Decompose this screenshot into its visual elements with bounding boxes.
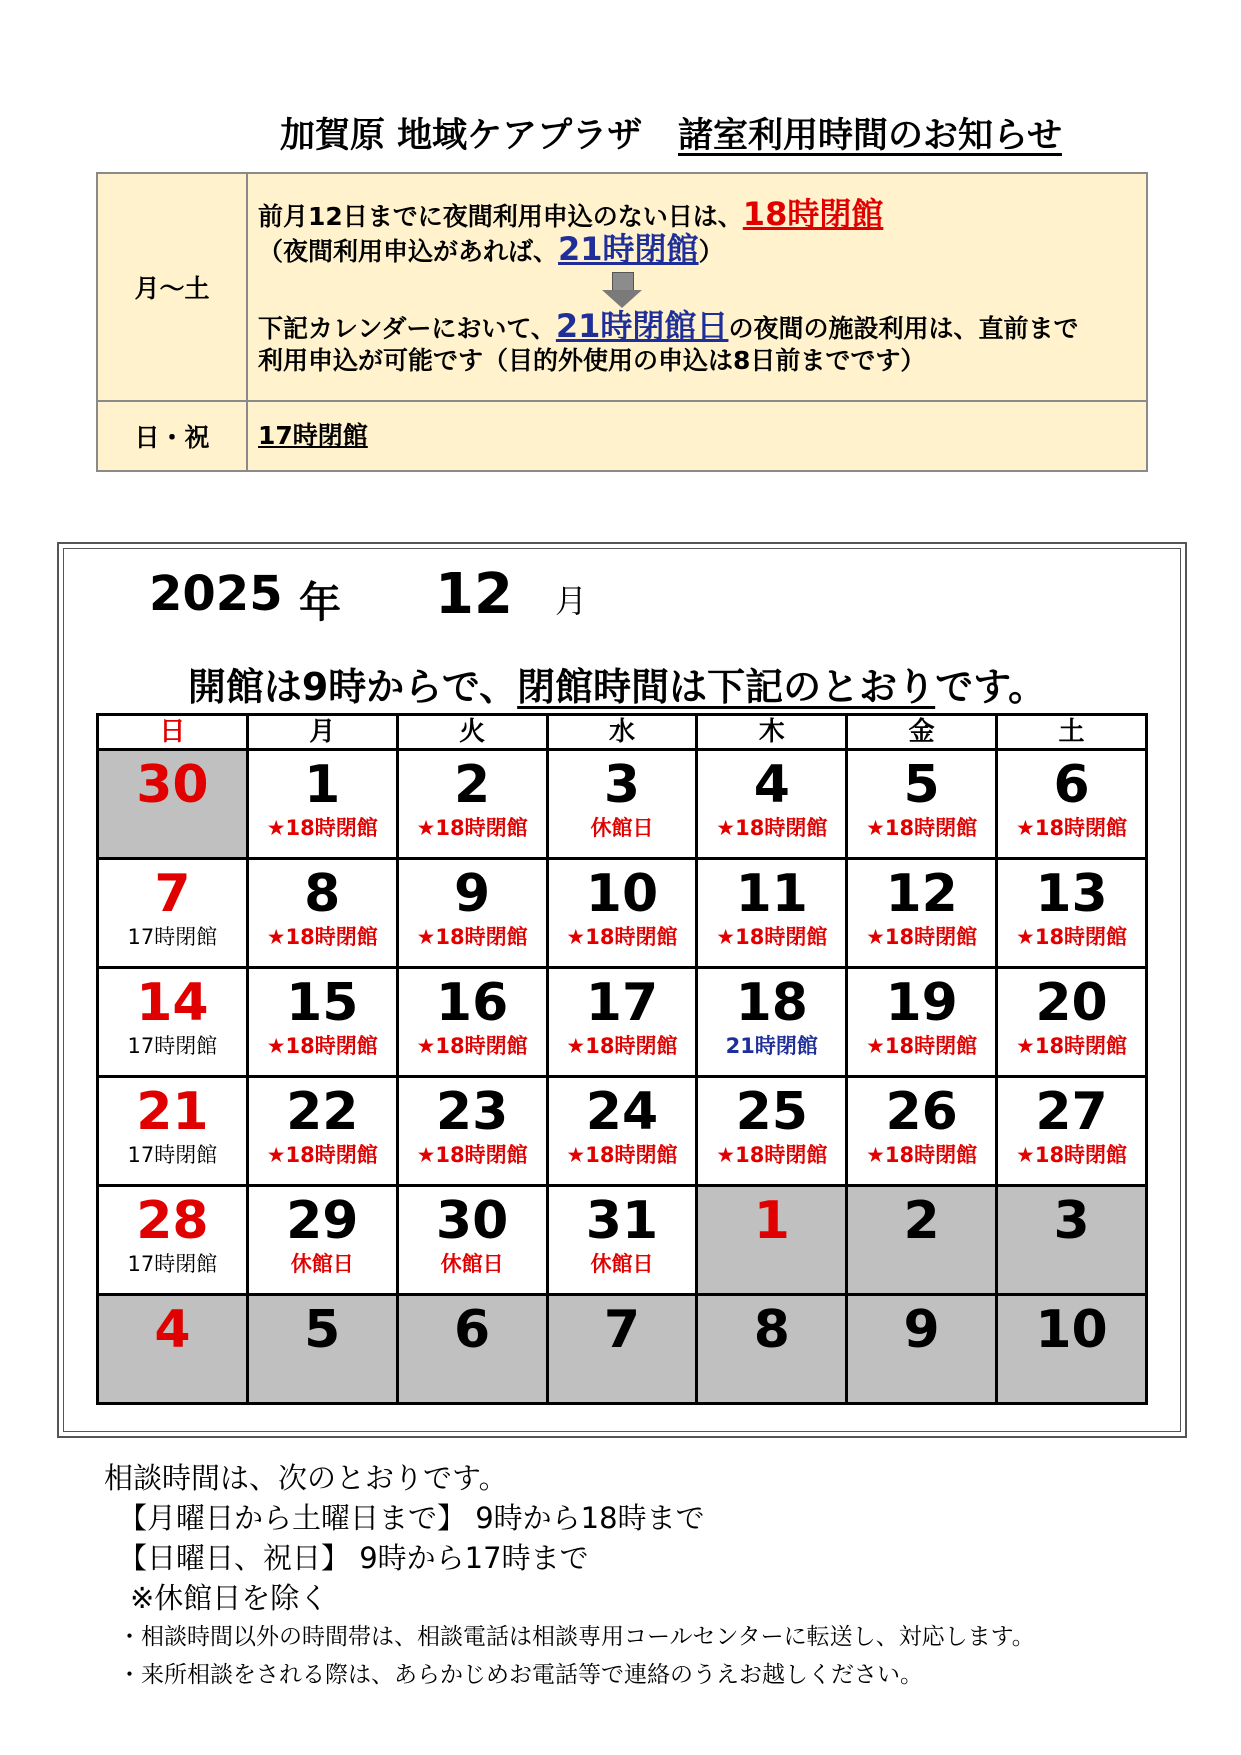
holiday-rule: 17時閉館 bbox=[247, 401, 1147, 471]
day-closing-note: ★18時閉館 bbox=[266, 925, 378, 949]
day-closing-note: ★18時閉館 bbox=[866, 925, 978, 949]
day-closing-note: ★18時閉館 bbox=[566, 1034, 678, 1058]
calendar-day-cell bbox=[697, 968, 847, 1077]
weekday-header: 月 bbox=[247, 715, 397, 750]
day-number: 31 bbox=[585, 1191, 659, 1251]
day-number: 9 bbox=[903, 1300, 940, 1360]
rule-line-4: 利用申込が可能です（目的外使用の申込は8日前までです） bbox=[258, 345, 926, 375]
facility-name: 加賀原 地域ケアプラザ bbox=[280, 116, 643, 156]
calendar-week-row bbox=[98, 859, 1147, 968]
day-number: 3 bbox=[603, 755, 641, 815]
day-number: 7 bbox=[154, 864, 191, 924]
day-number: 19 bbox=[885, 973, 958, 1033]
day-number: 24 bbox=[585, 1082, 659, 1142]
day-closing-note: ★18時閉館 bbox=[716, 925, 828, 949]
day-number: 21 bbox=[136, 1082, 209, 1142]
calendar-day-cell bbox=[247, 968, 397, 1077]
day-closing-note: ★18時閉館 bbox=[1016, 925, 1128, 949]
consult-intro: 相談時間は、次のとおりです。 bbox=[104, 1461, 508, 1495]
day-closing-note: ★18時閉館 bbox=[1016, 1143, 1128, 1167]
day-number: 29 bbox=[286, 1191, 359, 1251]
calendar-day-cell bbox=[697, 1186, 847, 1295]
day-closing-note: 休館日 bbox=[440, 1252, 504, 1276]
day-number: 20 bbox=[1035, 973, 1108, 1033]
calendar-day-cell bbox=[697, 1077, 847, 1186]
calendar-day-cell bbox=[247, 859, 397, 968]
notice-subject: 諸室利用時間のお知らせ bbox=[678, 116, 1062, 156]
calendar-day-cell bbox=[997, 1077, 1147, 1186]
day-number: 5 bbox=[304, 1300, 341, 1360]
calendar-day-cell bbox=[847, 1295, 997, 1404]
weekday-header: 木 bbox=[697, 715, 847, 750]
day-number: 16 bbox=[435, 973, 509, 1033]
day-number: 18 bbox=[735, 973, 808, 1033]
day-number: 23 bbox=[435, 1082, 509, 1142]
weekday-header: 水 bbox=[547, 715, 697, 750]
day-number: 11 bbox=[735, 864, 808, 924]
day-number: 13 bbox=[1035, 864, 1108, 924]
rule-line-1: 前月12日までに夜間利用申込のない日は、18時閉館 bbox=[258, 194, 884, 233]
day-closing-note: 休館日 bbox=[590, 1252, 654, 1276]
day-closing-note: 21時閉館 bbox=[725, 1034, 818, 1058]
rule-line-3: 下記カレンダーにおいて、21時閉館日の夜間の施設利用は、直前まで bbox=[258, 306, 1079, 345]
day-closing-note: 休館日 bbox=[590, 816, 654, 840]
day-number: 1 bbox=[753, 1191, 790, 1251]
day-number: 9 bbox=[454, 864, 491, 924]
arrow-down-icon bbox=[602, 272, 642, 308]
day-number: 8 bbox=[304, 864, 341, 924]
day-number: 25 bbox=[735, 1082, 808, 1142]
calendar-week-row bbox=[98, 1295, 1147, 1404]
calendar-week-row bbox=[98, 750, 1147, 859]
calendar-table bbox=[96, 713, 1148, 1405]
day-closing-note: ★18時閉館 bbox=[266, 1034, 378, 1058]
day-closing-note: 17時閉館 bbox=[127, 1143, 218, 1167]
calendar-day-cell bbox=[697, 859, 847, 968]
day-number: 6 bbox=[454, 1300, 491, 1360]
calendar-day-cell bbox=[247, 1186, 397, 1295]
calendar-week-row bbox=[98, 1077, 1147, 1186]
calendar-day-cell bbox=[247, 1077, 397, 1186]
day-closing-note: ★18時閉館 bbox=[416, 925, 528, 949]
calendar-day-cell bbox=[397, 750, 547, 859]
calendar-day-cell bbox=[997, 750, 1147, 859]
calendar-day-cell bbox=[547, 750, 697, 859]
closing-21-day-label: 21時閉館日 bbox=[555, 306, 729, 345]
day-closing-note: ★18時閉館 bbox=[266, 816, 378, 840]
calendar-day-cell bbox=[997, 968, 1147, 1077]
day-closing-note: ★18時閉館 bbox=[1016, 816, 1128, 840]
calendar-day-cell bbox=[98, 750, 248, 859]
calendar-day-cell bbox=[997, 859, 1147, 968]
day-number: 30 bbox=[435, 1191, 509, 1251]
day-closing-note: ★18時閉館 bbox=[866, 1034, 978, 1058]
month-label: 月 bbox=[555, 582, 588, 620]
consult-note-2: ・来所相談をされる際は、あらかじめお電話等で連絡のうえお越しください。 bbox=[118, 1662, 923, 1688]
consult-exclusion: ※休館日を除く bbox=[130, 1581, 329, 1615]
day-closing-note: ★18時閉館 bbox=[866, 816, 978, 840]
day-closing-note: ★18時閉館 bbox=[416, 1143, 528, 1167]
rule-line-2: （夜間利用申込があれば、21時閉館） bbox=[258, 229, 724, 268]
consultation-hours bbox=[104, 1458, 1035, 1694]
day-number: 6 bbox=[1053, 755, 1090, 815]
day-number: 14 bbox=[136, 973, 209, 1033]
day-closing-note: ★18時閉館 bbox=[266, 1143, 378, 1167]
day-number: 5 bbox=[903, 755, 940, 815]
calendar-day-cell bbox=[247, 750, 397, 859]
day-closing-note: 17時閉館 bbox=[127, 1252, 218, 1276]
calendar-day-cell bbox=[98, 859, 248, 968]
hours-info-table bbox=[96, 172, 1148, 472]
day-number: 8 bbox=[753, 1300, 790, 1360]
holiday-label: 日・祝 bbox=[97, 401, 247, 471]
calendar-day-cell bbox=[697, 1295, 847, 1404]
day-closing-note: 休館日 bbox=[290, 1252, 354, 1276]
consult-note-1: ・相談時間以外の時間帯は、相談電話は相談専用コールセンターに転送し、対応します。 bbox=[118, 1624, 1035, 1650]
day-number: 10 bbox=[585, 864, 659, 924]
day-closing-note: ★18時閉館 bbox=[566, 1143, 678, 1167]
day-number: 12 bbox=[885, 864, 958, 924]
calendar-day-cell bbox=[397, 1295, 547, 1404]
day-closing-note: 17時閉館 bbox=[127, 1034, 218, 1058]
weekday-label: 月～土 bbox=[97, 173, 247, 401]
calendar-day-cell bbox=[98, 1077, 248, 1186]
calendar-day-cell bbox=[847, 750, 997, 859]
calendar-day-cell bbox=[547, 1186, 697, 1295]
calendar-day-cell bbox=[247, 1295, 397, 1404]
day-number: 4 bbox=[154, 1300, 191, 1360]
weekday-header: 土 bbox=[997, 715, 1147, 750]
calendar-day-cell bbox=[847, 1077, 997, 1186]
consult-weekday-hours: 【月曜日から土曜日まで】 9時から18時まで bbox=[118, 1501, 705, 1535]
calendar-week-row bbox=[98, 968, 1147, 1077]
day-number: 22 bbox=[286, 1082, 359, 1142]
day-closing-note: ★18時閉館 bbox=[866, 1143, 978, 1167]
day-closing-note: ★18時閉館 bbox=[566, 925, 678, 949]
year-label: 年 bbox=[299, 578, 342, 627]
day-number: 26 bbox=[885, 1082, 958, 1142]
day-number: 2 bbox=[903, 1191, 940, 1251]
calendar-day-cell bbox=[547, 1077, 697, 1186]
weekday-header: 日 bbox=[98, 715, 248, 750]
day-number: 4 bbox=[753, 755, 790, 815]
calendar-day-cell bbox=[997, 1295, 1147, 1404]
day-number: 1 bbox=[304, 755, 341, 815]
calendar-day-cell bbox=[547, 859, 697, 968]
closing-21-label: 21時閉館 bbox=[558, 229, 699, 268]
calendar-day-cell bbox=[397, 968, 547, 1077]
day-number: 10 bbox=[1035, 1300, 1108, 1360]
day-number: 7 bbox=[603, 1300, 641, 1360]
opening-notice: 開館は9時からで、閉館時間は下記のとおりです。 bbox=[187, 665, 1047, 709]
day-number: 27 bbox=[1035, 1082, 1108, 1142]
calendar-day-cell bbox=[847, 859, 997, 968]
day-closing-note: ★18時閉館 bbox=[716, 1143, 828, 1167]
year-value: 2025 bbox=[149, 566, 283, 622]
day-number: 30 bbox=[136, 755, 209, 815]
calendar-day-cell bbox=[98, 1295, 248, 1404]
day-closing-note: 17時閉館 bbox=[127, 925, 218, 949]
calendar-day-cell bbox=[997, 1186, 1147, 1295]
weekday-header: 金 bbox=[847, 715, 997, 750]
calendar-day-cell bbox=[397, 1186, 547, 1295]
calendar-day-cell bbox=[547, 968, 697, 1077]
month-value: 12 bbox=[435, 562, 513, 627]
day-number: 28 bbox=[136, 1191, 209, 1251]
calendar-day-cell bbox=[98, 968, 248, 1077]
weekday-rules bbox=[247, 173, 1147, 401]
calendar-day-cell bbox=[397, 1077, 547, 1186]
consult-holiday-hours: 【日曜日、祝日】 9時から17時まで bbox=[118, 1541, 589, 1575]
calendar-week-row bbox=[98, 1186, 1147, 1295]
day-number: 3 bbox=[1053, 1191, 1090, 1251]
day-closing-note: ★18時閉館 bbox=[416, 816, 528, 840]
calendar-day-cell bbox=[98, 1186, 248, 1295]
calendar-day-cell bbox=[697, 750, 847, 859]
day-closing-note: ★18時閉館 bbox=[716, 816, 828, 840]
day-number: 15 bbox=[286, 973, 359, 1033]
day-closing-note: ★18時閉館 bbox=[416, 1034, 528, 1058]
day-number: 2 bbox=[454, 755, 491, 815]
day-closing-note: ★18時閉館 bbox=[1016, 1034, 1128, 1058]
calendar-day-cell bbox=[547, 1295, 697, 1404]
calendar-day-cell bbox=[847, 1186, 997, 1295]
closing-18-label: 18時閉館 bbox=[742, 194, 884, 233]
calendar-day-cell bbox=[397, 859, 547, 968]
day-number: 17 bbox=[585, 973, 659, 1033]
calendar-day-cell bbox=[847, 968, 997, 1077]
weekday-header: 火 bbox=[397, 715, 547, 750]
